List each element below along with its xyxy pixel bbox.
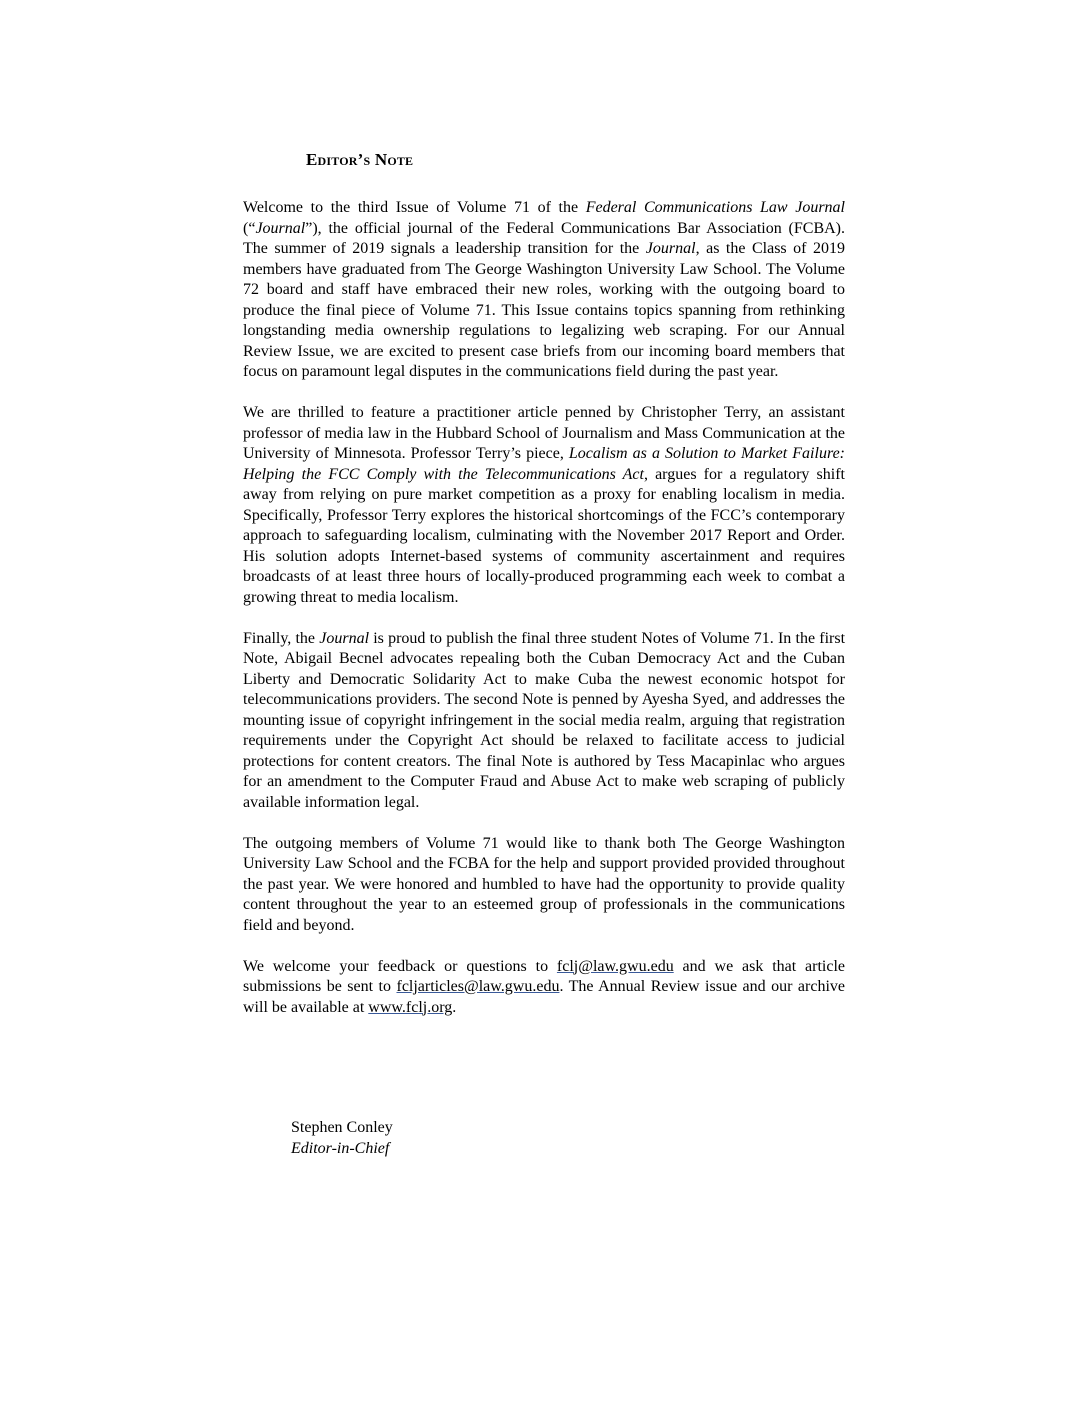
signature-role: Editor-in-Chief: [291, 1139, 390, 1157]
email-link-fclj[interactable]: fclj@law.gwu.edu: [556, 957, 674, 975]
editors-note-body: [243, 198, 845, 1018]
article-title-italic: Localism as a Solution to Market Failure: Helping the FCC Comply with the Telecommunications Act: [243, 445, 846, 483]
paragraph-intro: Welcome to the third Issue of Volume 71 of the Federal Communications Law Journal (“Journal”), the official journal of the Federal Communications Bar Association (FCBA). The summer of 2019 signals a leadership transition for the Journal, as the Class of 2019 members have graduated from The George Washington University Law School. The Volume 72 board and staff have embraced their new roles, working with the outgoing board to produce the final piece of Volume 71. This Issue contains topics spanning from rethinking longstanding media ownership regulations to legalizing web scraping. For our Annual Review Issue, we are excited to present case briefs from our incoming board members that focus on paramount legal disputes in the communications field during the past year.: [243, 199, 846, 380]
paragraph-student-notes: Finally, the Journal is proud to publish the final three student Notes of Volume 71. In the first Note, Abigail Becnel advocates repealing both the Cuban Democracy Act and the Cuban Liberty and Democratic Solidarity Act to make Cuba the newest economic hotspot for telecommunications providers. The second Note is penned by Ayesha Syed, and addresses the mounting issue of copyright infringement in the social media realm, arguing that registration requirements under the Copyright Act should be relaxed to facilitate access to judicial protections for content creators. The final Note is authored by Tess Macapinlac who argues for an amendment to the Computer Fraud and Abuse Act to make web scraping of publicly available information legal.: [243, 629, 846, 811]
email-link-fcljarticles[interactable]: fcljarticles@law.gwu.edu: [396, 978, 560, 995]
paragraph-contact: We welcome your feedback or questions to fclj@law.gwu.edu and we ask that article submissions be sent to fcljarticles@law.gwu.edu. The Annual Review issue and our archive will be available at www.fclj.org.: [243, 957, 846, 1016]
signature-block: [291, 1118, 393, 1159]
website-link-fclj[interactable]: www.fclj.org: [368, 998, 453, 1016]
paragraph-thanks: The outgoing members of Volume 71 would like to thank both The George Washington University Law School and the FCBA for the help and support provided provided throughout the past year. We were honored and humbled to have had the opportunity to provide quality content throughout the year to an esteemed group of professionals in the communications field and beyond.: [243, 834, 845, 934]
signature-name: Stephen Conley: [291, 1119, 393, 1136]
journal-title-italic: Federal Communications Law Journal: [585, 199, 845, 216]
paragraph-practitioner-article: We are thrilled to feature a practitioner article penned by Christopher Terry, an assistant professor of media law in the Hubbard School of Journalism and Mass Communication at the University of Minnesota. Professor Terry’s piece, Localism as a Solution to Market Failure: Helping the FCC Comply with the Telecommunications Act, argues for a regulatory shift away from relying on pure market competition as a proxy for enabling localism in media. Specifically, Professor Terry explores the historical shortcomings of the FCC’s contemporary approach to safeguarding localism, culminating with the November 2017 Report and Order. His solution adopts Internet-based systems of community ascertainment and requires broadcasts of at least three hours of locally-produced programming each week to combat a growing threat to media localism.: [243, 404, 846, 606]
page-title: Editor’s Note: [306, 150, 414, 169]
